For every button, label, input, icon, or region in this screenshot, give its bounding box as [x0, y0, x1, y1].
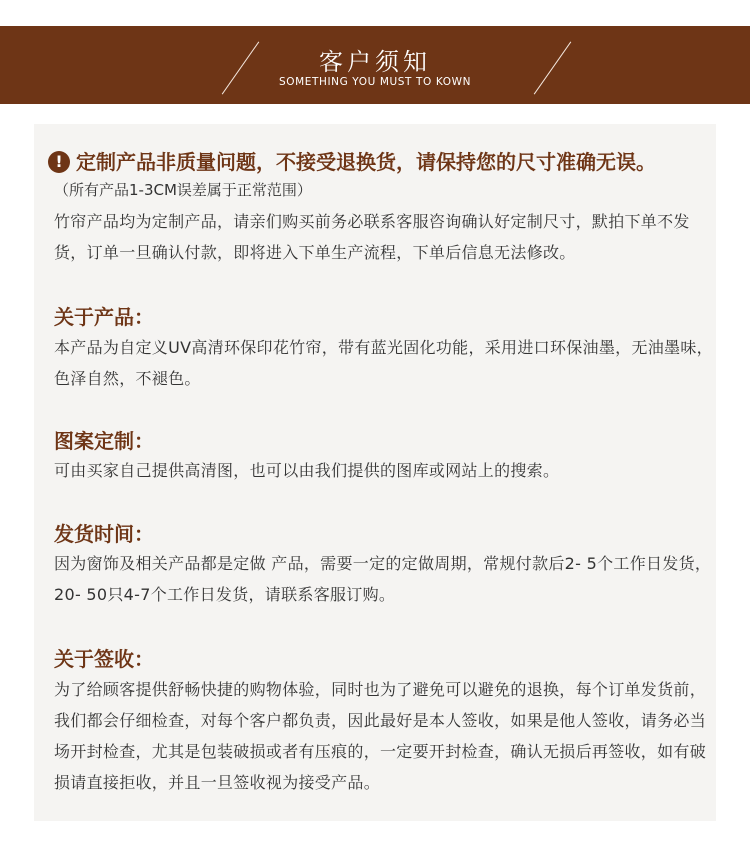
intro-paragraph: 竹帘产品均为定制产品，请亲们购买前务必联系客服咨询确认好定制尺寸，默拍下单不发货，订单一旦确认付款，即将进入下单生产流程，下单后信息无法修改。	[54, 212, 690, 262]
warning-text: 定制产品非质量问题，不接受退换货，请保持您的尺寸准确无误。	[76, 150, 656, 174]
section-heading-shipping: 发货时间：	[54, 522, 154, 546]
banner-title: 客户须知	[319, 48, 431, 76]
section-body-shipping: 因为窗饰及相关产品都是定做 产品，需要一定的定做周期，常规付款后2- 5个工作日发货，20- 50只4-7个工作日发货，请联系客服订购。	[54, 554, 712, 604]
section-body-product: 本产品为自定义UV高清环保印花竹帘，带有蓝光固化功能，采用进口环保油墨，无油墨味，色泽自然，不褪色。	[54, 338, 713, 388]
section-heading-receipt: 关于签收：	[54, 647, 154, 671]
section-body-pattern: 可由买家自己提供高清图，也可以由我们提供的图库或网站上的搜索。	[54, 461, 560, 480]
section-heading-product: 关于产品：	[54, 305, 154, 329]
tolerance-note: （所有产品1-3CM误差属于正常范围）	[54, 181, 312, 199]
header-banner	[0, 26, 750, 104]
section-heading-pattern: 图案定制：	[54, 429, 154, 453]
warning-line	[48, 150, 728, 176]
banner-subtitle: SOMETHING YOU MUST TO KOWN	[278, 76, 472, 88]
exclamation-icon: !	[48, 151, 70, 173]
section-body-receipt: 为了给顾客提供舒畅快捷的购物体验，同时也为了避免可以避免的退换，每个订单发货前，我们都会仔细检查，对每个客户都负责，因此最好是本人签收，如果是他人签收，请务必当场开封检查，尤其是包装破损或者有压痕的，一定要开封检查，确认无损后再签收，如有破损请直接拒收，并且一旦签收视为接受产品。	[54, 680, 707, 792]
